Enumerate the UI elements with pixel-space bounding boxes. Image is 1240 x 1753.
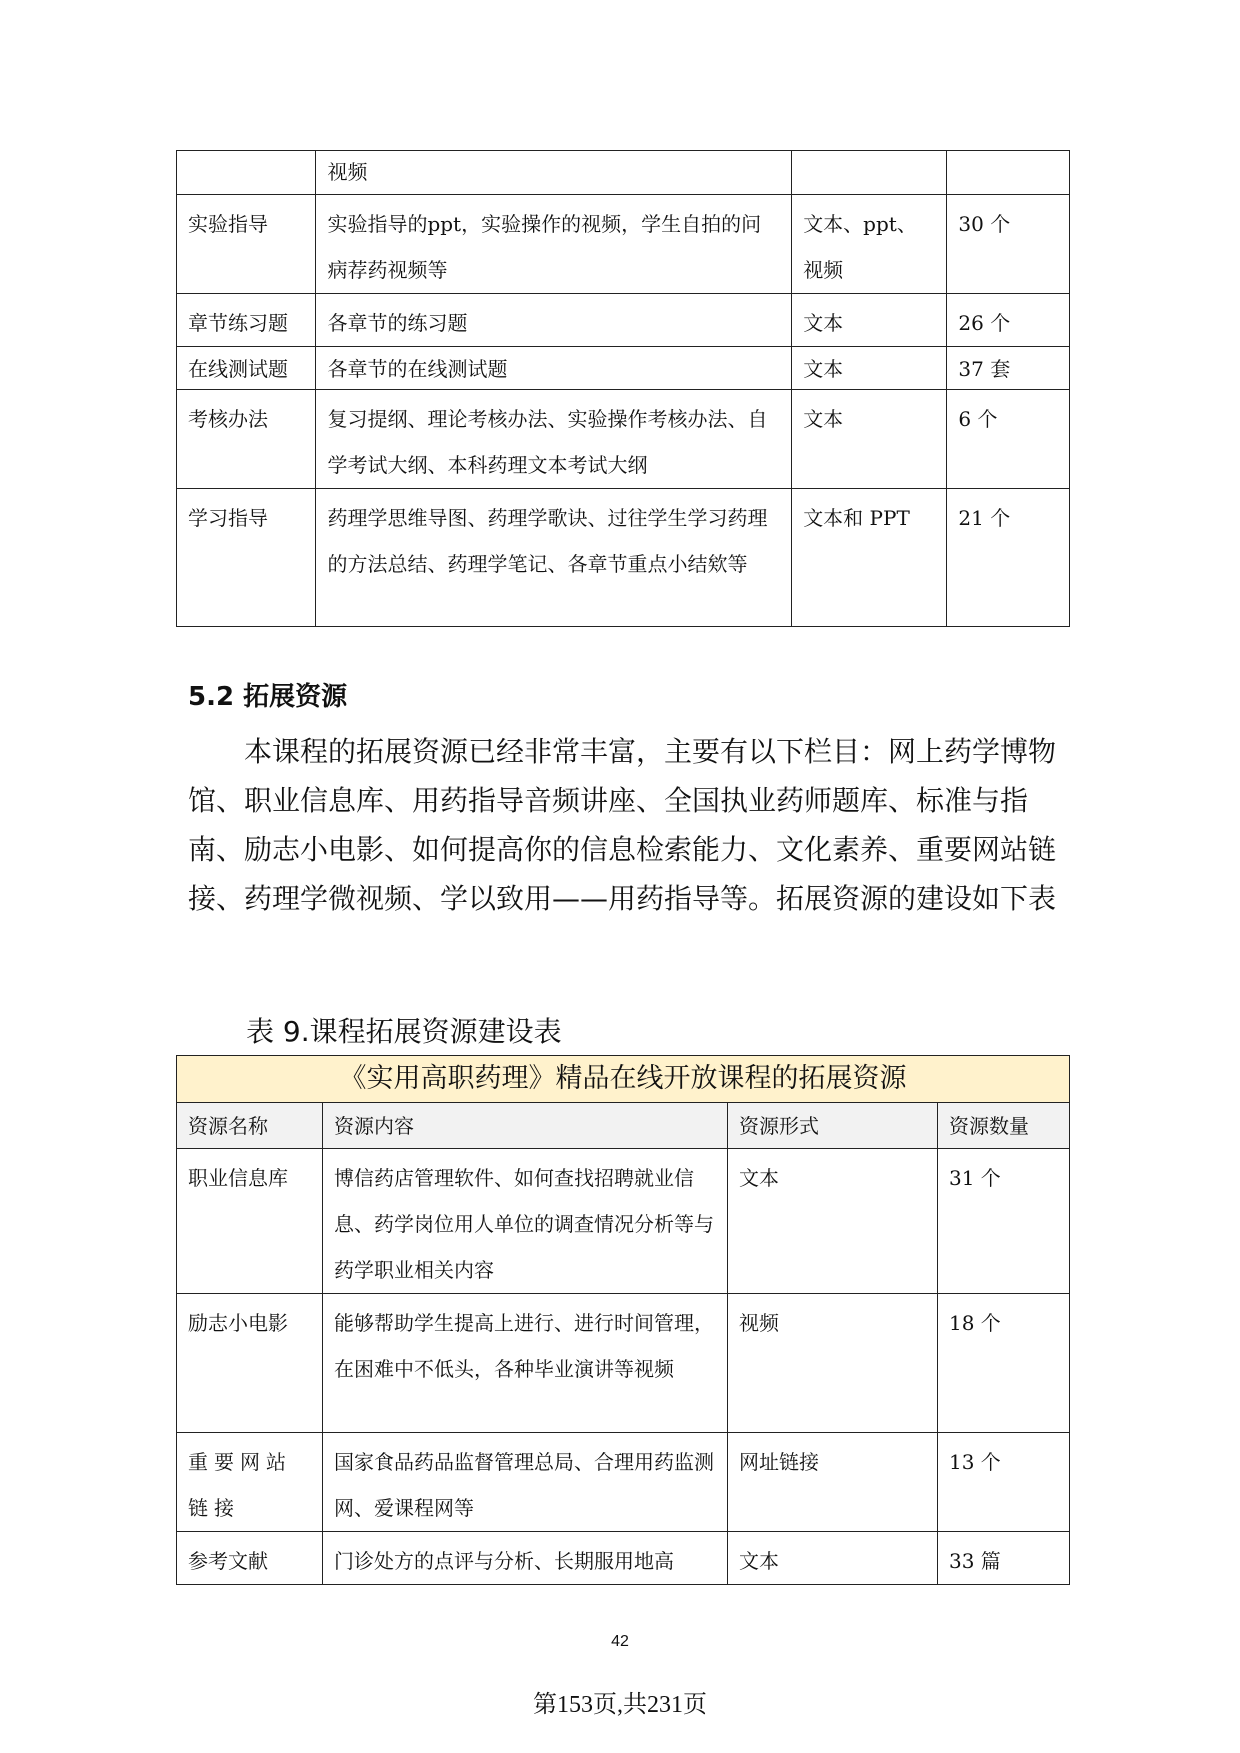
table-cell: 文本和 PPT [792,489,947,627]
table-cell: 网址链接 [728,1433,938,1532]
table-row [177,390,1070,489]
table-cell: 37 套 [947,347,1070,390]
column-header: 资源名称 [177,1103,323,1149]
table-cell: 31 个 [938,1149,1070,1294]
table-cell: 文本、ppt、视频 [792,195,947,294]
table-cell: 药理学思维导图、药理学歌诀、过往学生学习药理的方法总结、药理学笔记、各章节重点小结欸等 [316,489,792,627]
table-cell: 博信药店管理软件、如何查找招聘就业信息、药学岗位用人单位的调查情况分析等与药学职业相关内容 [323,1149,728,1294]
course-resources-table [176,150,1070,627]
table-row [177,1294,1070,1433]
extended-resources-table [176,1055,1070,1585]
table-cell: 参考文献 [177,1532,323,1585]
table-row [177,489,1070,627]
table-cell: 文本 [792,390,947,489]
table-cell: 33 篇 [938,1532,1070,1585]
table-cell: 重要网站链接 [177,1433,323,1532]
table-cell: 文本 [728,1532,938,1585]
table-cell: 6 个 [947,390,1070,489]
table-cell [947,151,1070,195]
page-info: 第153页,共231页 [533,1692,707,1718]
table-cell: 学习指导 [177,489,316,627]
table-cell: 视频 [316,151,792,195]
table-row [177,294,1070,347]
table-row [177,1149,1070,1294]
table-cell: 在线测试题 [177,347,316,390]
table-cell: 文本 [728,1149,938,1294]
table-cell: 能够帮助学生提高上进行、进行时间管理，在困难中不低头，各种毕业演讲等视频 [323,1294,728,1433]
table-cell: 文本 [792,294,947,347]
table-cell: 复习提纲、理论考核办法、实验操作考核办法、自学考试大纲、本科药理文本考试大纲 [316,390,792,489]
column-header: 资源内容 [323,1103,728,1149]
table-cell: 21 个 [947,489,1070,627]
table-cell: 各章节的在线测试题 [316,347,792,390]
table-cell: 视频 [728,1294,938,1433]
table-cell: 实验指导 [177,195,316,294]
table-row [177,195,1070,294]
table-title-row [177,1056,1070,1103]
table-cell: 13 个 [938,1433,1070,1532]
table-row [177,347,1070,390]
table-cell: 各章节的练习题 [316,294,792,347]
table-row [177,151,1070,195]
table-cell: 考核办法 [177,390,316,489]
table-row [177,1433,1070,1532]
table-cell: 门诊处方的点评与分析、长期服用地高 [323,1532,728,1585]
table-cell: 章节练习题 [177,294,316,347]
section-paragraph: 本课程的拓展资源已经非常丰富，主要有以下栏目：网上药学博物馆、职业信息库、用药指导音频讲座、全国执业药师题库、标准与指南、励志小电影、如何提高你的信息检索能力、文化素养、重要网站链接、药理学微视频、学以致用——用药指导等。拓展资源的建设如下表 [188,735,1057,915]
table-cell: 文本 [792,347,947,390]
table-cell: 励志小电影 [177,1294,323,1433]
section-heading: 5.2 拓展资源 [188,682,348,712]
table-cell: 30 个 [947,195,1070,294]
table-cell: 18 个 [938,1294,1070,1433]
table-cell [792,151,947,195]
page-number: 42 [611,1633,629,1650]
table-cell: 国家食品药品监督管理总局、合理用药监测网、爱课程网等 [323,1433,728,1532]
table-cell: 实验指导的ppt，实验操作的视频，学生自拍的问病荐药视频等 [316,195,792,294]
table-caption: 表 9.课程拓展资源建设表 [246,1015,562,1048]
column-header: 资源形式 [728,1103,938,1149]
table-cell: 26 个 [947,294,1070,347]
table-cell: 职业信息库 [177,1149,323,1294]
table-row [177,1532,1070,1585]
table-cell [177,151,316,195]
table-title: 《实用高职药理》精品在线开放课程的拓展资源 [177,1056,1070,1103]
column-header: 资源数量 [938,1103,1070,1149]
table-header-row [177,1103,1070,1149]
